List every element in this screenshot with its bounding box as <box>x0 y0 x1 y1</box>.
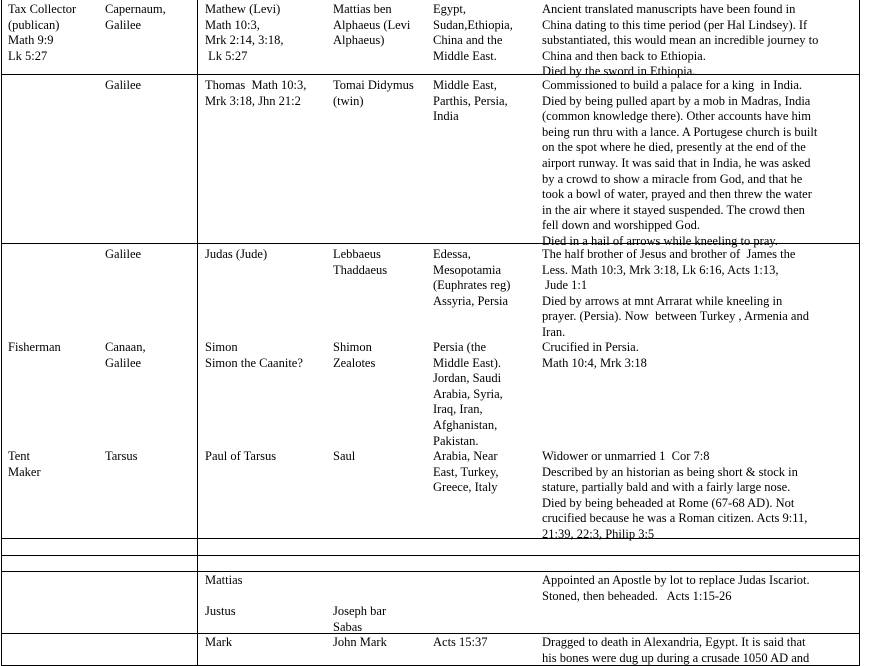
name-cell: Mathew (Levi) Math 10:3, Mrk 2:14, 3:18, Lk 5:27 <box>205 2 284 63</box>
table-border-left <box>1 0 2 666</box>
origin-cell: Tarsus <box>105 449 138 463</box>
notes-cell: Appointed an Apostle by lot to replace Judas Iscariot. Stoned, then beheaded. Acts 1:15-26 <box>542 573 810 603</box>
table-rule <box>1 571 860 572</box>
notes-cell: Crucified in Persia. Math 10:4, Mrk 3:18 <box>542 340 647 370</box>
notes-cell: Dragged to death in Alexandria, Egypt. It is said that his bones were dug up during a crusade 1050 AD and <box>542 635 810 665</box>
name-cell: Simon Simon the Caanite? <box>205 340 303 370</box>
notes-cell: Commissioned to build a palace for a king in India. Died by being pulled apart by a mob in Madras, India (common knowledge there). Other accounts have him being run thru with a lance. A Portugese church is built on the spot where he died, presently at the end of the airport runway. It was said that in India, he was asked by a crowd to show a miracle from God, and that he took a bowl of water, prayed and then threw the water in the air where it stayed suspended. The crowd then fell down and worshipped God. Died in a hail of arrows while kneeling to pray. <box>542 78 818 248</box>
origin-cell: Canaan, Galilee <box>105 340 146 370</box>
region-cell: Edessa, Mesopotamia (Euphrates reg) Assyria, Persia <box>433 247 511 308</box>
region-cell: Acts 15:37 <box>433 635 488 649</box>
table-column-divider <box>197 0 198 666</box>
occupation-cell: Fisherman <box>8 340 61 354</box>
name-cell: Mark <box>205 635 233 649</box>
alias-cell: John Mark <box>333 635 387 649</box>
origin-cell: Galilee <box>105 78 142 92</box>
notes-cell: Widower or unmarried 1 Cor 7:8 Described by an historian as being short & stock in stature, partially bald and with a fairly large nose. Died by being beheaded at Rome (67-68 AD). Not crucified because he was a Roman citizen. Acts 9:11, 21:39, 22:3, Philip 3:5 <box>542 449 808 541</box>
region-cell: Persia (the Middle East). Jordan, Saudi Arabia, Syria, Iraq, Iran, Afghanistan, Pakistan. <box>433 340 503 448</box>
table-rule <box>1 555 860 556</box>
origin-cell: Galilee <box>105 247 142 261</box>
occupation-cell: Tent Maker <box>8 449 41 479</box>
notes-cell: Ancient translated manuscripts have been found in China dating to this time period (per Hal Lindsey). If substantiated, this would mean an incredible journey to China and then back to Ethiopia. Died by the sword in Ethiopia. <box>542 2 819 79</box>
origin-cell: Capernaum, Galilee <box>105 2 166 32</box>
notes-cell: The half brother of Jesus and brother of James the Less. Math 10:3, Mrk 3:18, Lk 6:16, Acts 1:13, Jude 1:1 Died by arrows at mnt Arrarat while kneeling in prayer. (Persia). Now between Turkey , Armenia and Iran. <box>542 247 809 339</box>
table-rule <box>1 633 860 634</box>
name-cell: Judas (Jude) <box>205 247 268 261</box>
table-border-right <box>859 0 860 666</box>
alias-cell: Lebbaeus Thaddaeus <box>333 247 388 277</box>
name-cell: Mattias <box>205 573 243 587</box>
name-cell: Justus <box>205 604 236 618</box>
alias-cell: Joseph bar Sabas <box>333 604 387 634</box>
alias-cell: Saul <box>333 449 356 463</box>
alias-cell: Tomai Didymus (twin) <box>333 78 414 108</box>
alias-cell: Mattias ben Alphaeus (Levi Alphaeus) <box>333 2 411 48</box>
alias-cell: Shimon Zealotes <box>333 340 376 370</box>
name-cell: Thomas Math 10:3, Mrk 3:18, Jhn 21:2 <box>205 78 307 108</box>
name-cell: Paul of Tarsus <box>205 449 277 463</box>
region-cell: Arabia, Near East, Turkey, Greece, Italy <box>433 449 499 495</box>
region-cell: Egypt, Sudan,Ethiopia, China and the Middle East. <box>433 2 513 63</box>
region-cell: Middle East, Parthis, Persia, India <box>433 78 508 124</box>
occupation-cell: Tax Collector (publican) Math 9:9 Lk 5:27 <box>8 2 77 63</box>
